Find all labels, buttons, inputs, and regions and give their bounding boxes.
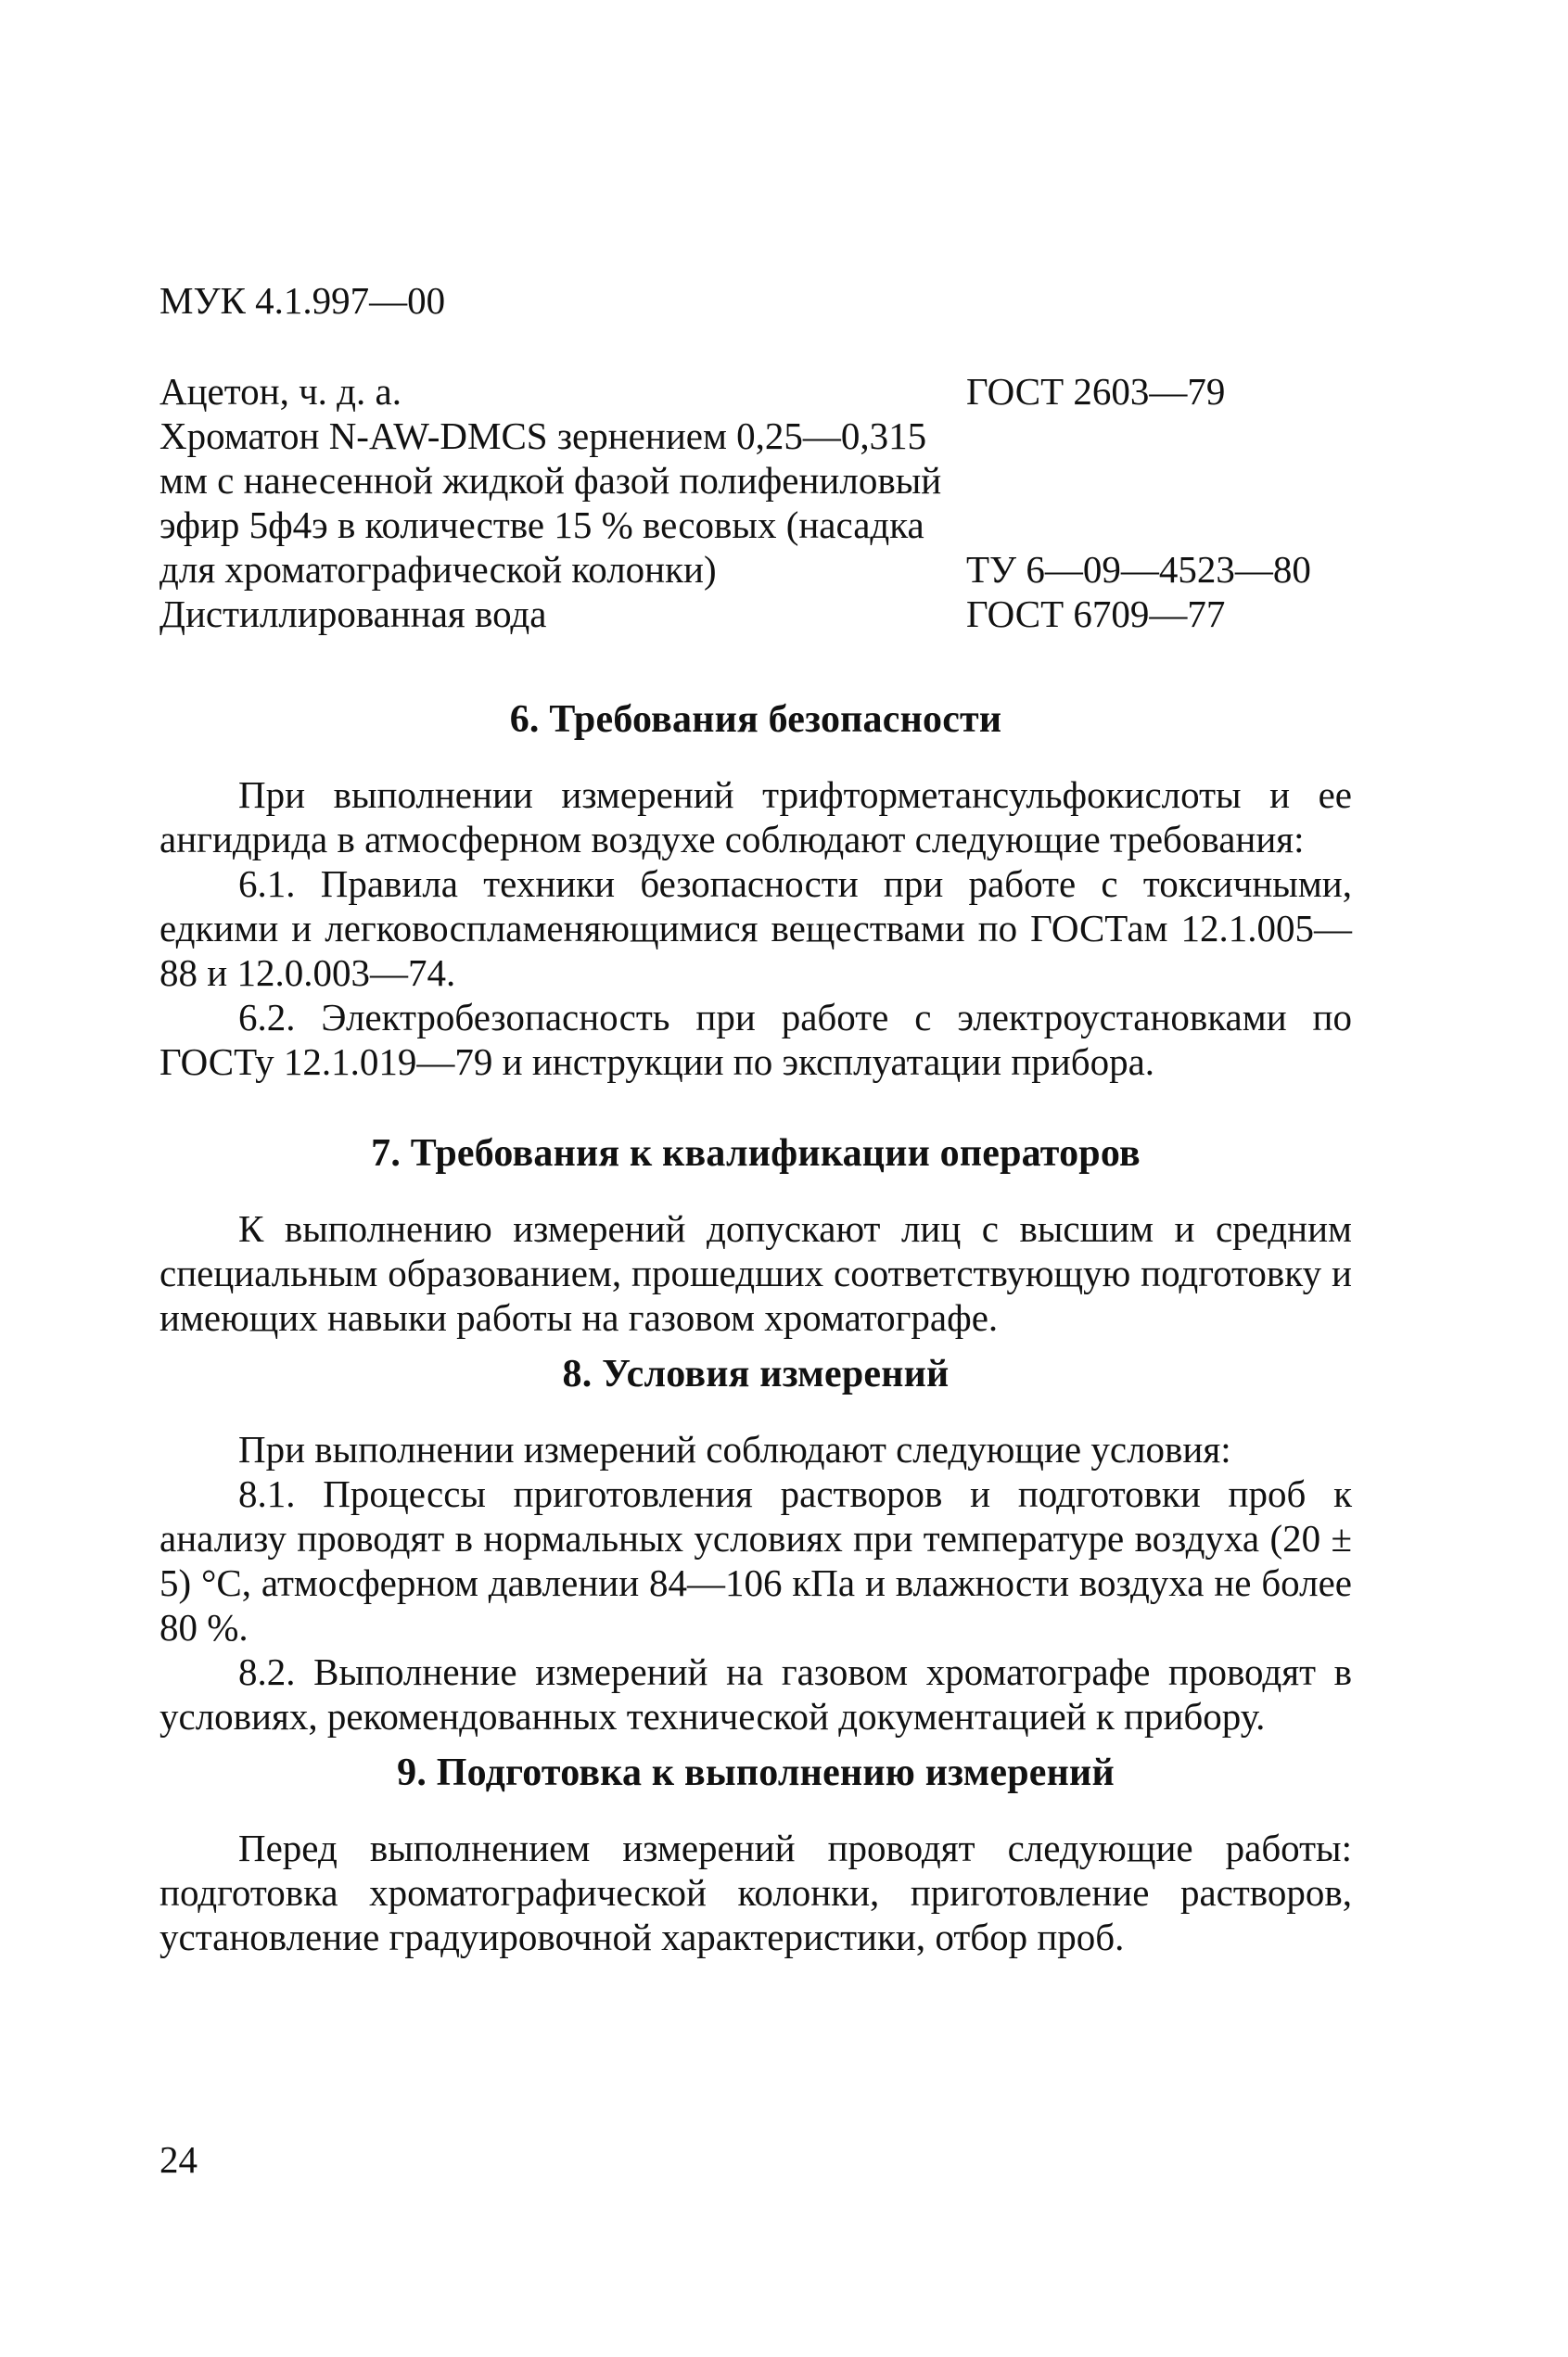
material-row	[159, 369, 1309, 414]
material-standard: ГОСТ 2603—79	[966, 370, 1226, 413]
section-safety	[159, 697, 1352, 1084]
material-name: Ацетон, ч. д. а.	[159, 370, 402, 413]
section-heading: 6. Требования безопасности	[509, 698, 1002, 741]
material-name: Хроматон N-AW-DMCS зернением 0,25—0,315 мм с нанесенной жидкой фазой полифениловый эфир 5ф4э в количестве 15 % весовых (насадка для хроматографической колонки)	[159, 414, 942, 591]
section-preparation	[159, 1751, 1352, 1959]
section-measurement-conditions	[159, 1352, 1352, 1739]
material-row	[159, 414, 1309, 592]
document-code: МУК 4.1.997—00	[159, 279, 446, 322]
material-name: Дистиллированная вода	[159, 592, 547, 635]
page-number: 24	[159, 2138, 198, 2181]
material-row	[159, 592, 1309, 636]
paragraph: Перед выполнением измерений проводят следующие работы: подготовка хроматографической колонки, приготовление растворов, установление градуировочной характеристики, отбор проб.	[159, 1827, 1352, 1958]
section-heading: 8. Условия измерений	[562, 1353, 950, 1395]
section-operator-qualification	[159, 1131, 1352, 1340]
section-heading: 7. Требования к квалификации операторов	[371, 1132, 1141, 1175]
paragraph: При выполнении измерений трифторметансульфокислоты и ее ангидрида в атмосферном воздухе соблюдают следующие требования:	[159, 773, 1352, 860]
material-standard: ТУ 6—09—4523—80	[966, 548, 1311, 591]
paragraph: При выполнении измерений соблюдают следующие условия:	[238, 1428, 1231, 1471]
material-standard: ГОСТ 6709—77	[966, 592, 1226, 635]
paragraph: К выполнению измерений допускают лиц с высшим и средним специальным образованием, прошедших соответствующую подготовку и имеющих навыки работы на газовом хроматографе.	[159, 1207, 1352, 1339]
section-heading: 9. Подготовка к выполнению измерений	[397, 1752, 1115, 1794]
paragraph: 8.2. Выполнение измерений на газовом хроматографе проводят в условиях, рекомендованных технической документацией к прибору.	[159, 1650, 1352, 1738]
paragraph: 6.2. Электробезопасность при работе с электроустановками по ГОСТу 12.1.019—79 и инструкции по эксплуатации прибора.	[159, 996, 1352, 1083]
paragraph: 8.1. Процессы приготовления растворов и подготовки проб к анализу проводят в нормальных условиях при температуре воздуха (20 ± 5) °С, атмосферном давлении 84—106 кПа и влажности воздуха не более 80 %.	[159, 1472, 1352, 1649]
paragraph: 6.1. Правила техники безопасности при работе с токсичными, едкими и легковоспламеняющимися веществами по ГОСТам 12.1.005—88 и 12.0.003—74.	[159, 862, 1352, 994]
materials-list	[159, 369, 1309, 636]
